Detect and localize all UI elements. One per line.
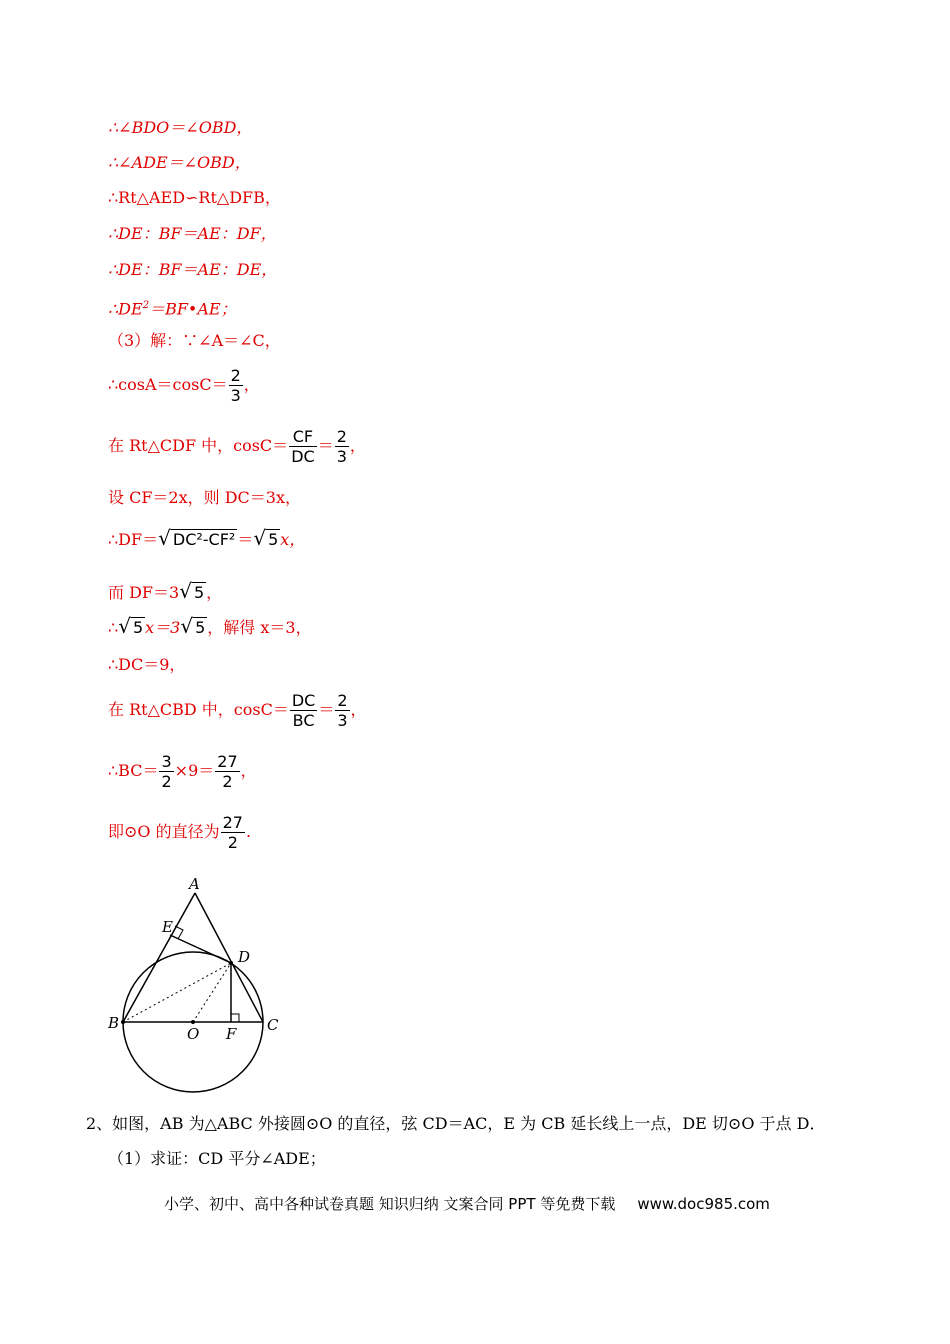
fraction <box>290 691 318 730</box>
segment-ed <box>170 935 231 963</box>
solution-line <box>108 752 257 791</box>
label-a: A <box>189 875 200 893</box>
page-footer <box>164 1193 770 1214</box>
solution-line: ∴DC＝9， <box>108 655 186 674</box>
radicand: DC²-CF² <box>172 530 236 549</box>
text-fragment: ∴BC＝ <box>108 761 159 780</box>
text-fragment: 即⊙O 的直径为 <box>108 822 220 841</box>
text-fragment: ∴DE <box>108 299 143 319</box>
solution-line <box>108 296 237 319</box>
solution-line <box>108 528 305 550</box>
solution-line: ∴DE：BF＝AE：DE， <box>108 260 278 279</box>
solution-line: 设 CF＝2x，则 DC＝3x， <box>108 488 301 507</box>
label-d: D <box>238 948 251 966</box>
text-fragment: ∴cosA＝cosC＝ <box>108 375 228 394</box>
footer-text: 小学、初中、高中各种试卷真题 知识归纳 文案合同 PPT 等免费下载 <box>164 1195 616 1213</box>
fraction-numerator: 2 <box>230 366 241 385</box>
text-fragment: ＝BF•AE； <box>149 299 237 319</box>
fraction-denominator: 3 <box>230 386 241 405</box>
text-fragment: ＝ <box>318 700 335 719</box>
solution-line: ∴∠ADE＝∠OBD， <box>108 153 251 172</box>
point-d <box>229 961 233 965</box>
fraction-numerator: 2 <box>337 691 348 710</box>
label-o: O <box>187 1025 200 1043</box>
solution-line: ∴∠BDO＝∠OBD， <box>108 118 253 137</box>
fraction-denominator: BC <box>292 711 315 730</box>
fraction-denominator: 2 <box>222 772 233 791</box>
fraction-numerator: 2 <box>336 427 347 446</box>
text-fragment: ， <box>206 583 223 602</box>
solution-line <box>108 813 251 852</box>
square-root: √ 5 <box>253 526 279 550</box>
label-b: B <box>108 1014 120 1032</box>
text-fragment: ＝ <box>237 530 254 549</box>
solution-line <box>108 616 312 638</box>
text-fragment: ∴DF＝ <box>108 530 159 549</box>
text-fragment: ＝ <box>317 436 334 455</box>
radicand: 5 <box>193 583 205 602</box>
label-c: C <box>267 1016 279 1034</box>
solution-line <box>108 366 260 405</box>
question-2-part-1: （1）求证：CD 平分∠ADE； <box>108 1149 326 1168</box>
square-root: √ DC²-CF² <box>158 526 236 550</box>
label-f: F <box>226 1025 237 1043</box>
fraction-denominator: DC <box>291 447 315 466</box>
radicand: 5 <box>195 618 206 637</box>
superscript: 2 <box>142 300 150 311</box>
text-fragment: ， <box>240 761 257 780</box>
square-root: √ 5 <box>179 579 205 603</box>
point-o <box>191 1020 195 1024</box>
text-fragment: 在 Rt△CBD 中，cosC＝ <box>108 700 289 719</box>
solution-line: ∴Rt△AED∽Rt△DFB， <box>108 188 281 207</box>
square-root: √ 5 <box>180 614 206 638</box>
fraction-denominator: 3 <box>337 711 348 730</box>
radicand: 5 <box>132 618 144 637</box>
fraction <box>221 813 245 852</box>
fraction-numerator: 27 <box>217 752 238 771</box>
fraction <box>215 752 239 791</box>
geometry-figure <box>100 870 290 1095</box>
fraction <box>159 752 173 791</box>
label-e: E <box>162 918 173 936</box>
text-fragment: x＝3 <box>145 618 181 637</box>
solution-line: ∴DE：BF＝AE：DF， <box>108 224 277 243</box>
fraction-denominator: 3 <box>336 447 347 466</box>
fraction-numerator: DC <box>291 691 316 710</box>
question-2: 2、如图，AB 为△ABC 外接圆⊙O 的直径，弦 CD＝AC，E 为 CB 延长线上一点，DE 切⊙O 于点 D． <box>86 1114 826 1133</box>
fraction <box>289 427 317 466</box>
radicand: 5 <box>268 530 279 549</box>
point-b <box>121 1020 125 1024</box>
fraction-numerator: 3 <box>161 752 172 771</box>
fraction-denominator: 2 <box>227 833 238 852</box>
text-fragment: . <box>245 822 252 841</box>
fraction-numerator: 27 <box>222 813 243 832</box>
solution-line: （3）解：∵∠A＝∠C， <box>108 331 281 350</box>
text-fragment: 而 DF＝3 <box>108 583 180 602</box>
text-fragment: x， <box>280 530 306 549</box>
text-fragment: 在 Rt△CDF 中，cosC＝ <box>108 436 289 455</box>
segment-od-dashed <box>193 963 231 1022</box>
solution-line <box>108 581 222 603</box>
text-fragment: ×9＝ <box>174 761 215 780</box>
text-fragment: ， <box>350 700 367 719</box>
fraction-numerator: CF <box>289 427 317 447</box>
fraction <box>335 691 349 730</box>
solution-line <box>108 691 367 730</box>
text-fragment: ，解得 x＝3， <box>207 618 312 637</box>
segment-ac <box>195 893 263 1022</box>
text-fragment: ， <box>349 436 366 455</box>
fraction <box>229 366 243 405</box>
right-angle-f <box>231 1014 239 1022</box>
text-fragment: ， <box>243 375 260 394</box>
text-fragment: ∴ <box>108 618 119 637</box>
fraction-denominator: 2 <box>161 772 172 791</box>
square-root: √ 5 <box>118 614 144 638</box>
footer-url: www.doc985.com <box>637 1195 770 1213</box>
solution-line <box>108 427 366 466</box>
fraction <box>335 427 349 466</box>
